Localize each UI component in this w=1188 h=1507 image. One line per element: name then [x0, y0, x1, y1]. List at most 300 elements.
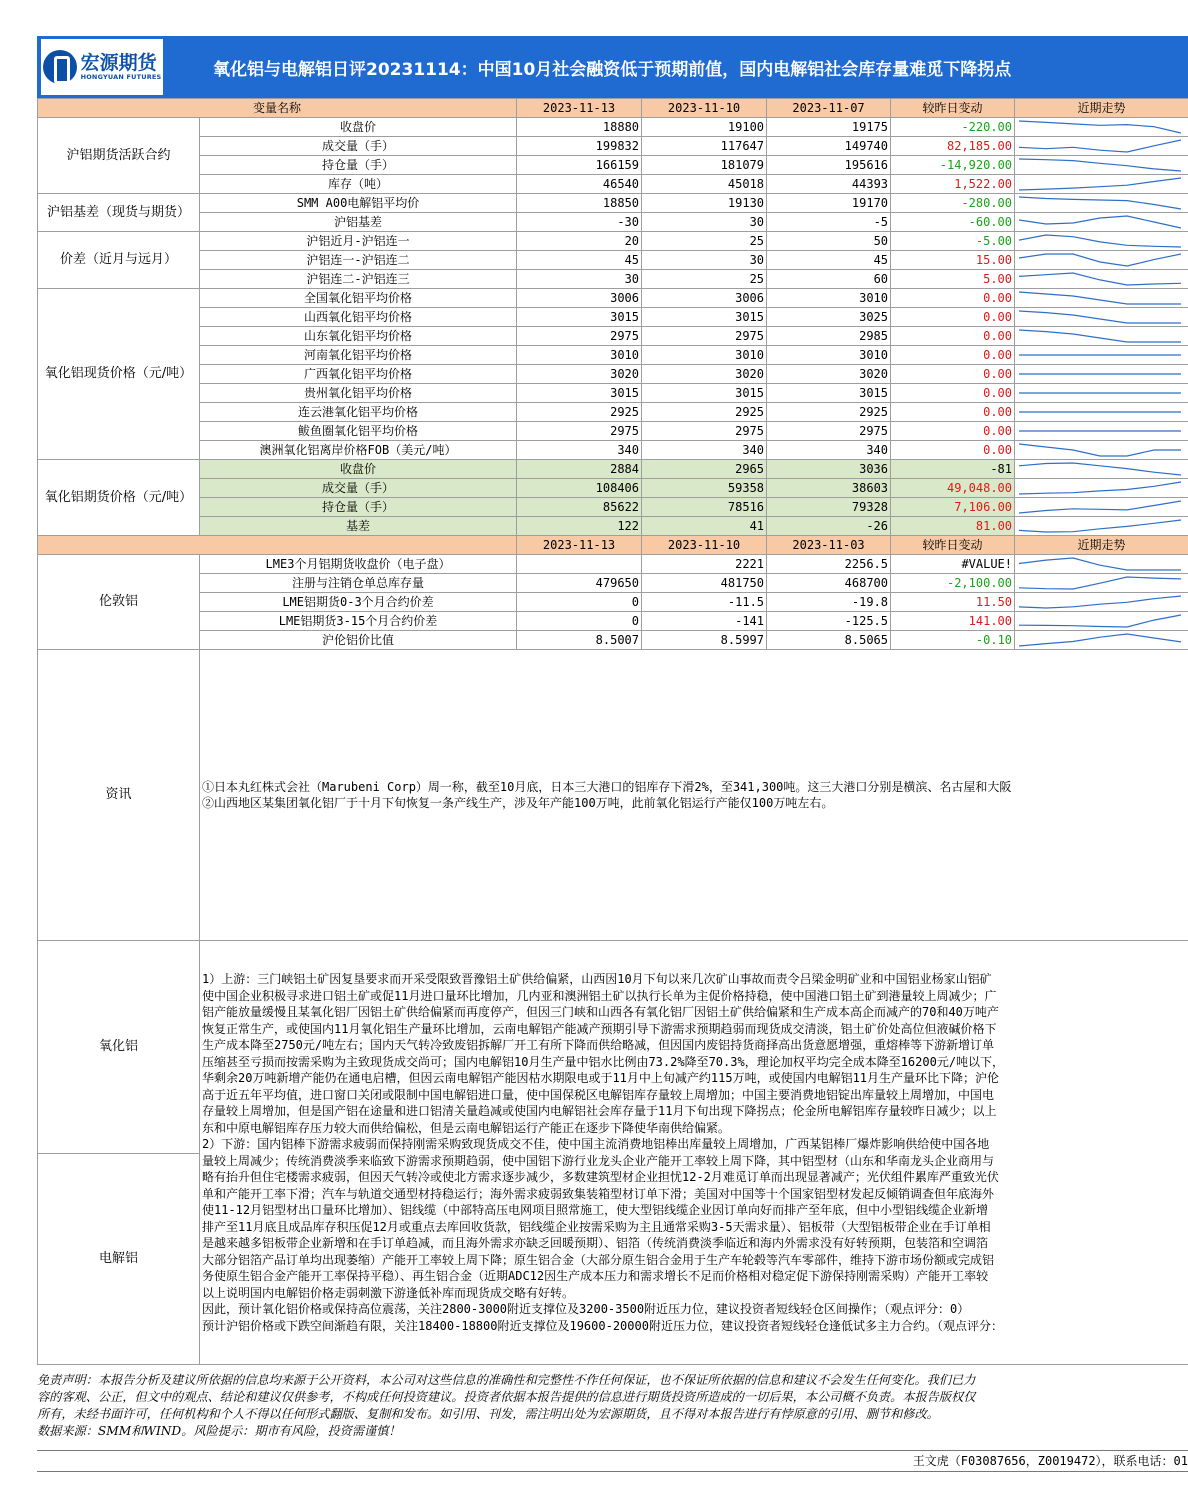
daily-change: 11.50 — [891, 593, 1015, 612]
trend-line — [1019, 254, 1181, 266]
value-day-2: -141 — [642, 612, 767, 631]
date-header-2: 2023-11-10 — [642, 99, 767, 118]
variable-name: 连云港氧化铝平均价格 — [200, 403, 517, 422]
variable-name: 持仓量（手） — [200, 156, 517, 175]
trend-sparkline — [1015, 232, 1185, 250]
trend-line — [1019, 216, 1181, 228]
table-row — [38, 460, 1188, 479]
trend-header: 近期走势 — [1015, 99, 1188, 118]
variable-name: 沪铝基差 — [200, 213, 517, 232]
variable-name: 收盘价 — [200, 118, 517, 137]
lme-date-header-2: 2023-11-10 — [642, 536, 767, 555]
disclaimer-line: 数据来源：SMM和WIND。风险提示：期市有风险，投资需谨慎！ — [37, 1424, 401, 1438]
value-day-1: 3015 — [517, 308, 642, 327]
data-table — [37, 98, 1188, 1365]
trend-line — [1019, 178, 1181, 190]
analysis-content — [200, 941, 1188, 1365]
variable-name: 河南氧化铝平均价格 — [200, 346, 517, 365]
trend-cell — [1015, 365, 1188, 384]
value-day-3: 2985 — [767, 327, 891, 346]
variable-name: 收盘价 — [200, 460, 517, 479]
table-row — [38, 593, 1188, 612]
trend-sparkline — [1015, 460, 1185, 478]
daily-change: -220.00 — [891, 118, 1015, 137]
value-day-2: 59358 — [642, 479, 767, 498]
analysis-line: 是越来越多铝板带企业新增和在手订单趋减，而且海外需求亦缺乏回暖预期）、铝箔（传统消费淡季临近和海内外需求没有好转预期，包装箔和空调箔 — [202, 1236, 989, 1250]
analysis-line: 生产成本降至2750元/吨左右；国内天气转冷致废铝拆解厂开工有所下降而供给略减，但因国内废铝持货商择高出货意愿增强，重熔棒等下游新增订单 — [202, 1038, 995, 1052]
alumina-label: 氧化铝 — [38, 941, 200, 1154]
trend-cell — [1015, 118, 1188, 137]
value-day-1 — [517, 555, 642, 574]
trend-cell — [1015, 441, 1188, 460]
value-day-1: 2925 — [517, 403, 642, 422]
table-row — [38, 479, 1188, 498]
value-day-3: 44393 — [767, 175, 891, 194]
analysis-line: 略有抬升但住宅楼需求疲弱，但因天气转冷或使北方需求逐步减少，多数建筑型材企业担忧12-2月难觅订单而出现显著减产；光伏组件累库严重致光伏 — [202, 1170, 999, 1184]
trend-cell — [1015, 631, 1188, 650]
value-day-1: 18850 — [517, 194, 642, 213]
value-day-3: 3025 — [767, 308, 891, 327]
daily-change: 1,522.00 — [891, 175, 1015, 194]
disclaimer-line: 免责声明：本报告分析及建议所依据的信息均来源于公开资料，本公司对这些信息的准确性和完整性不作任何保证，也不保证所依据的信息和建议不会发生任何变化。我们已力 — [37, 1373, 976, 1387]
value-day-1: 166159 — [517, 156, 642, 175]
trend-line — [1019, 501, 1181, 513]
disclaimer-line: 所有，未经书面许可，任何机构和个人不得以任何形式翻版、复制和发布。如引用、刊发，需注明出处为宏源期货，且不得对本报告进行有悖原意的引用、删节和修改。 — [37, 1407, 939, 1421]
report-header — [37, 36, 1188, 98]
daily-change: -0.10 — [891, 631, 1015, 650]
daily-change: -60.00 — [891, 213, 1015, 232]
variable-name: 沪铝连二-沪铝连三 — [200, 270, 517, 289]
daily-change: 81.00 — [891, 517, 1015, 536]
trend-line — [1019, 273, 1181, 285]
trend-sparkline — [1015, 175, 1185, 193]
table-row — [38, 555, 1188, 574]
daily-change: -14,920.00 — [891, 156, 1015, 175]
variable-name: 鲅鱼圈氧化铝平均价格 — [200, 422, 517, 441]
variable-name: 沪铝连一-沪铝连二 — [200, 251, 517, 270]
value-day-3: 50 — [767, 232, 891, 251]
trend-cell — [1015, 460, 1188, 479]
variable-name: LME铝期货3-15个月合约价差 — [200, 612, 517, 631]
value-day-2: 19100 — [642, 118, 767, 137]
company-logo — [41, 39, 163, 95]
table-row — [38, 232, 1188, 251]
trend-cell — [1015, 327, 1188, 346]
table-row — [38, 346, 1188, 365]
daily-change: 7,106.00 — [891, 498, 1015, 517]
trend-sparkline — [1015, 346, 1185, 364]
variable-name: 贵州氧化铝平均价格 — [200, 384, 517, 403]
lme-header-blank — [38, 536, 517, 555]
value-day-2: 30 — [642, 251, 767, 270]
trend-sparkline — [1015, 137, 1185, 155]
disclaimer — [37, 1372, 1188, 1440]
value-day-1: 340 — [517, 441, 642, 460]
value-day-2: 3020 — [642, 365, 767, 384]
daily-change: 0.00 — [891, 289, 1015, 308]
value-day-2: 3015 — [642, 384, 767, 403]
trend-line — [1019, 520, 1181, 532]
trend-sparkline — [1015, 479, 1185, 497]
analysis-line: 以上说明国内电解铝价格走弱刺激下游逢低补库而现货成交略有好转。 — [202, 1285, 575, 1300]
value-day-2: 3015 — [642, 308, 767, 327]
trend-line — [1019, 482, 1181, 494]
trend-sparkline — [1015, 593, 1185, 611]
lme-date-header-3: 2023-11-03 — [767, 536, 891, 555]
value-day-3: 3010 — [767, 289, 891, 308]
value-day-1: 45 — [517, 251, 642, 270]
trend-sparkline — [1015, 327, 1185, 345]
value-day-1: 0 — [517, 593, 642, 612]
variable-name: 全国氧化铝平均价格 — [200, 289, 517, 308]
value-day-3: 60 — [767, 270, 891, 289]
date-header-1: 2023-11-13 — [517, 99, 642, 118]
trend-line — [1019, 577, 1181, 589]
daily-change: #VALUE! — [891, 555, 1015, 574]
variable-name: 成交量（手） — [200, 479, 517, 498]
daily-change: 0.00 — [891, 384, 1015, 403]
trend-line — [1019, 121, 1181, 133]
report-title: 氧化铝与电解铝日评20231114：中国10月社会融资低于预期前值，国内电解铝社会库存量难觅下降拐点 — [213, 59, 1012, 80]
trend-sparkline — [1015, 555, 1185, 573]
analysis-line: 1）上游：三门峡铝土矿因复垦要求而开采受限致晋豫铝土矿供给偏紧，山西因10月下旬以来几次矿山事故而责令吕梁金明矿业和中国铝业杨家山铝矿 — [202, 972, 992, 986]
value-day-2: 8.5997 — [642, 631, 767, 650]
table-row — [38, 517, 1188, 536]
value-day-1: 46540 — [517, 175, 642, 194]
value-day-2: -11.5 — [642, 593, 767, 612]
trend-cell — [1015, 175, 1188, 194]
value-day-3: -125.5 — [767, 612, 891, 631]
category-label: 沪铝基差（现货与期货） — [38, 194, 200, 232]
trend-line — [1019, 235, 1181, 247]
value-day-2: 19130 — [642, 194, 767, 213]
value-day-3: -26 — [767, 517, 891, 536]
value-day-1: 20 — [517, 232, 642, 251]
daily-change: 0.00 — [891, 441, 1015, 460]
variable-name: LME3个月铝期货收盘价（电子盘） — [200, 555, 517, 574]
value-day-2: 2925 — [642, 403, 767, 422]
value-day-3: 149740 — [767, 137, 891, 156]
trend-cell — [1015, 137, 1188, 156]
trend-line — [1019, 596, 1181, 608]
table-row — [38, 194, 1188, 213]
value-day-1: 8.5007 — [517, 631, 642, 650]
table-row — [38, 384, 1188, 403]
daily-change: 0.00 — [891, 403, 1015, 422]
news-item: ②山西地区某集团氧化铝厂于十月下旬恢复一条产线生产，涉及年产能100万吨，此前氧化铝运行产能仅100万吨左右。 — [202, 796, 834, 810]
analysis-line: 存量较上周增加，但是国产铝在途量和进口铝清关量趋减或使国内电解铝社会库存量于11月下旬出现下降拐点；伦金所电解铝库存量较昨日减少；以上 — [202, 1104, 997, 1118]
author-footer: 王文虎（F03087656，Z0019472），联系电话：01 — [37, 1450, 1188, 1472]
trend-cell — [1015, 498, 1188, 517]
trend-sparkline — [1015, 612, 1185, 630]
news-row — [38, 650, 1188, 941]
value-day-1: 3015 — [517, 384, 642, 403]
category-label: 伦敦铝 — [38, 555, 200, 650]
analysis-line: 使11-12月铝型材出口量环比增加）、铝线缆（中部特高压电网项目照常施工，使大型铝线缆企业因订单向好而排产至年底，但中小型铝线缆企业新增 — [202, 1203, 989, 1217]
value-day-2: 78516 — [642, 498, 767, 517]
value-day-3: 19175 — [767, 118, 891, 137]
daily-change: -280.00 — [891, 194, 1015, 213]
analysis-line: 2）下游：国内铝棒下游需求疲弱而保持刚需采购致现货成交不佳，使中国主流消费地铝棒出库量较上周增加，广西某铝棒厂爆炸影响供给使中国各地 — [202, 1137, 990, 1151]
trend-sparkline — [1015, 365, 1185, 383]
value-day-2: 2975 — [642, 422, 767, 441]
value-day-1: 18880 — [517, 118, 642, 137]
trend-cell — [1015, 308, 1188, 327]
daily-change: 0.00 — [891, 346, 1015, 365]
trend-sparkline — [1015, 213, 1185, 231]
trend-sparkline — [1015, 384, 1185, 402]
table-row — [38, 213, 1188, 232]
trend-sparkline — [1015, 156, 1185, 174]
table-row — [38, 308, 1188, 327]
trend-sparkline — [1015, 422, 1185, 440]
value-day-1: 0 — [517, 612, 642, 631]
category-label: 氧化铝现货价格（元/吨） — [38, 289, 200, 460]
analysis-line: 量较上周减少；传统消费淡季来临致下游需求预期趋弱，使中国铝下游行业龙头企业产能开工率较上周下降，其中铝型材（山东和华南龙头企业商用与 — [202, 1153, 995, 1168]
variable-name: 山西氧化铝平均价格 — [200, 308, 517, 327]
table-row — [38, 118, 1188, 137]
value-day-2: 481750 — [642, 574, 767, 593]
value-day-2: 25 — [642, 232, 767, 251]
daily-change: 0.00 — [891, 308, 1015, 327]
variable-name: 澳洲氧化铝离岸价格FOB（美元/吨） — [200, 441, 517, 460]
value-day-3: 340 — [767, 441, 891, 460]
value-day-2: 2975 — [642, 327, 767, 346]
disclaimer-line: 容的客观、公正，但文中的观点、结论和建议仅供参考，不构成任何投资建议。投资者依据本报告提供的信息进行期货投资所造成的一切后果，本公司概不负责。本报告版权仅 — [37, 1390, 976, 1404]
lme-trend-header: 近期走势 — [1015, 536, 1188, 555]
table-row — [38, 137, 1188, 156]
value-day-3: -5 — [767, 213, 891, 232]
trend-cell — [1015, 479, 1188, 498]
value-day-3: -19.8 — [767, 593, 891, 612]
news-label: 资讯 — [38, 650, 200, 941]
daily-change: 49,048.00 — [891, 479, 1015, 498]
trend-sparkline — [1015, 574, 1185, 592]
table-row — [38, 574, 1188, 593]
news-item: ①日本丸红株式会社（Marubeni Corp）周一称，截至10月底，日本三大港口的铝库存下滑2%，至341,300吨。这三大港口分别是横滨、名古屋和大阪 — [202, 779, 1012, 794]
value-day-2: 117647 — [642, 137, 767, 156]
trend-cell — [1015, 593, 1188, 612]
trend-sparkline — [1015, 194, 1185, 212]
trend-cell — [1015, 422, 1188, 441]
trend-cell — [1015, 574, 1188, 593]
analysis-line: 高于近五年平均值，进口窗口关闭或限制中国电解铝进口量，使中国保税区电解铝库存量较上周增加；中国主要消费地铝锭出库量较上周增加，中国电 — [202, 1087, 995, 1102]
trend-sparkline — [1015, 270, 1185, 288]
trend-cell — [1015, 251, 1188, 270]
trend-sparkline — [1015, 403, 1185, 421]
logo-mark-icon — [43, 50, 77, 84]
analysis-row — [38, 941, 1188, 1154]
trend-cell — [1015, 213, 1188, 232]
value-day-1: 3010 — [517, 346, 642, 365]
table-row — [38, 612, 1188, 631]
daily-change: 0.00 — [891, 422, 1015, 441]
value-day-1: 30 — [517, 270, 642, 289]
value-day-3: 38603 — [767, 479, 891, 498]
value-day-2: 30 — [642, 213, 767, 232]
variable-name: 持仓量（手） — [200, 498, 517, 517]
trend-line — [1019, 140, 1181, 152]
trend-line — [1019, 330, 1181, 342]
analysis-line: 务使原生铝合金产能开工率保持平稳）、再生铝合金（近期ADC12因生产成本压力和需求增长不足而价格相对稳定促下游保持刚需采购）产能开工率较 — [202, 1269, 989, 1283]
analysis-line: 大部分铝箔产品订单均出现萎缩）产能开工率较上周下降；原生铝合金（大部分原生铝合金用于生产车轮毂等汽车零部件，维持下游市场份额或完成铝 — [202, 1252, 995, 1267]
trend-sparkline — [1015, 251, 1185, 269]
daily-change: 5.00 — [891, 270, 1015, 289]
trend-sparkline — [1015, 289, 1185, 307]
variable-name: 库存（吨） — [200, 175, 517, 194]
table-row — [38, 251, 1188, 270]
analysis-line: 排产至11月底且成品库存积压促12月或重点去库回收货款，铝线缆企业按需采购为主且通常采购3-5天需求量）、铝板带（大型铝板带企业在手订单相 — [202, 1219, 991, 1234]
daily-change: -2,100.00 — [891, 574, 1015, 593]
table-header-row — [38, 99, 1188, 118]
value-day-1: 2975 — [517, 327, 642, 346]
variable-name: LME铝期货0-3个月合约价差 — [200, 593, 517, 612]
value-day-2: 45018 — [642, 175, 767, 194]
trend-line — [1019, 159, 1181, 171]
daily-change: -81 — [891, 460, 1015, 479]
analysis-line: 因此，预计氧化铝价格或保持高位震荡，关注2800-3000附近支撑位及3200-3500附近压力位，建议投资者短线轻仓区间操作；（观点评分：0） — [202, 1302, 970, 1316]
analysis-line: 东和中原电解铝库存压力较大而供给偏松，但是云南电解铝运行产能正在逐步下降使华南供给偏紧。 — [202, 1120, 731, 1135]
daily-change: 15.00 — [891, 251, 1015, 270]
value-day-3: 3020 — [767, 365, 891, 384]
trend-cell — [1015, 384, 1188, 403]
trend-sparkline — [1015, 631, 1185, 649]
var-name-header: 变量名称 — [38, 99, 517, 118]
value-day-3: 3036 — [767, 460, 891, 479]
daily-change: 141.00 — [891, 612, 1015, 631]
logo-name-cn: 宏源期货 — [80, 51, 157, 74]
value-day-3: 19170 — [767, 194, 891, 213]
variable-name: 沪伦铝价比值 — [200, 631, 517, 650]
daily-change: 0.00 — [891, 327, 1015, 346]
trend-cell — [1015, 289, 1188, 308]
trend-cell — [1015, 156, 1188, 175]
variable-name: SMM A00电解铝平均价 — [200, 194, 517, 213]
analysis-line: 单和产能开工率下滑；汽车与轨道交通型材持稳运行；海外需求疲弱致集装箱型材订单下滑；美国对中国等十个国家铝型材发起反倾销调查但年底海外 — [202, 1186, 995, 1201]
value-day-3: 3010 — [767, 346, 891, 365]
change-header: 较昨日变动 — [891, 99, 1015, 118]
value-day-3: 8.5065 — [767, 631, 891, 650]
value-day-2: 25 — [642, 270, 767, 289]
value-day-1: 3020 — [517, 365, 642, 384]
analysis-line: 压缩甚至亏损而按需采购为主致现货成交尚可；国内电解铝10月生产量中铝水比例由73.2%降至70.3%，理论加权平均完全成本降至16200元/吨以下， — [202, 1054, 1005, 1069]
value-day-1: 3006 — [517, 289, 642, 308]
trend-cell — [1015, 270, 1188, 289]
lme-date-header-1: 2023-11-13 — [517, 536, 642, 555]
lme-change-header: 较昨日变动 — [891, 536, 1015, 555]
trend-sparkline — [1015, 308, 1185, 326]
value-day-2: 181079 — [642, 156, 767, 175]
trend-sparkline — [1015, 517, 1185, 535]
date-header-3: 2023-11-07 — [767, 99, 891, 118]
trend-cell — [1015, 232, 1188, 251]
daily-change: -5.00 — [891, 232, 1015, 251]
trend-cell — [1015, 517, 1188, 536]
table-row — [38, 441, 1188, 460]
table-row — [38, 365, 1188, 384]
trend-line — [1019, 558, 1181, 570]
daily-change: 0.00 — [891, 365, 1015, 384]
trend-sparkline — [1015, 118, 1185, 136]
table-row — [38, 289, 1188, 308]
value-day-3: 45 — [767, 251, 891, 270]
trend-line — [1019, 197, 1181, 209]
value-day-1: 2884 — [517, 460, 642, 479]
value-day-1: 85622 — [517, 498, 642, 517]
category-label: 价差（近月与远月） — [38, 232, 200, 289]
report-sheet — [37, 36, 1188, 1365]
variable-name: 山东氧化铝平均价格 — [200, 327, 517, 346]
analysis-line: 恢复正常生产，或使国内11月氧化铝生产量环比增加，云南电解铝产能减产预期引导下游需求预期趋弱而现货成交清淡，铝土矿价处高位但液碱价格下 — [202, 1021, 997, 1036]
trend-sparkline — [1015, 441, 1185, 459]
value-day-1: 2975 — [517, 422, 642, 441]
table-row — [38, 422, 1188, 441]
value-day-3: 2975 — [767, 422, 891, 441]
value-day-3: 3015 — [767, 384, 891, 403]
analysis-line: 使中国企业积极寻求进口铝土矿或促11月进口量环比增加，几内亚和澳洲铝土矿以执行长单为主促价格持稳，使中国港口铝土矿到港量较上周减少；广 — [202, 988, 997, 1003]
category-label: 沪铝期货活跃合约 — [38, 118, 200, 194]
table-row — [38, 327, 1188, 346]
value-day-1: -30 — [517, 213, 642, 232]
trend-cell — [1015, 194, 1188, 213]
table-row — [38, 175, 1188, 194]
value-day-1: 479650 — [517, 574, 642, 593]
value-day-2: 3006 — [642, 289, 767, 308]
trend-cell — [1015, 612, 1188, 631]
value-day-1: 108406 — [517, 479, 642, 498]
aluminum-label: 电解铝 — [38, 1154, 200, 1365]
value-day-2: 3010 — [642, 346, 767, 365]
trend-line — [1019, 444, 1181, 456]
value-day-1: 199832 — [517, 137, 642, 156]
lme-header-row — [38, 536, 1188, 555]
variable-name: 成交量（手） — [200, 137, 517, 156]
table-row — [38, 631, 1188, 650]
table-row — [38, 270, 1188, 289]
trend-line — [1019, 615, 1181, 627]
trend-cell — [1015, 403, 1188, 422]
trend-sparkline — [1015, 498, 1185, 516]
value-day-3: 79328 — [767, 498, 891, 517]
value-day-2: 2965 — [642, 460, 767, 479]
logo-name-en: HONGYUAN FUTURES — [80, 72, 162, 81]
analysis-line: 预计沪铝价格或下跌空间渐趋有限，关注18400-18800附近支撑位及19600-20000附近压力位，建议投资者短线轻仓逢低试多主力合约。（观点评分： — [202, 1318, 1003, 1333]
value-day-1: 122 — [517, 517, 642, 536]
value-day-3: 195616 — [767, 156, 891, 175]
value-day-3: 2256.5 — [767, 555, 891, 574]
trend-cell — [1015, 555, 1188, 574]
value-day-2: 41 — [642, 517, 767, 536]
value-day-3: 468700 — [767, 574, 891, 593]
value-day-3: 2925 — [767, 403, 891, 422]
trend-line — [1019, 311, 1181, 323]
table-row — [38, 498, 1188, 517]
variable-name: 沪铝近月-沪铝连一 — [200, 232, 517, 251]
variable-name: 广西氧化铝平均价格 — [200, 365, 517, 384]
trend-line — [1019, 292, 1181, 304]
trend-line — [1019, 463, 1181, 475]
daily-change: 82,185.00 — [891, 137, 1015, 156]
trend-line — [1019, 634, 1181, 646]
variable-name: 注册与注销仓单总库存量 — [200, 574, 517, 593]
news-content — [200, 650, 1188, 941]
analysis-line: 华剩余20万吨新增产能仍在通电启槽，但因云南电解铝产能因枯水期限电或于11月中上旬减产约115万吨，或使国内电解铝11月生产量环比下降；沪伦 — [202, 1071, 1000, 1085]
category-label: 氧化铝期货价格（元/吨） — [38, 460, 200, 536]
value-day-2: 2221 — [642, 555, 767, 574]
table-row — [38, 403, 1188, 422]
value-day-2: 340 — [642, 441, 767, 460]
analysis-line: 铝产能放量缓慢且某氧化铝厂因铝土矿供给偏紧而再度停产，但因三门峡和山西各有氧化铝厂因铝土矿供给偏紧和生产成本高企而减产的70和40万吨产 — [202, 1005, 999, 1019]
